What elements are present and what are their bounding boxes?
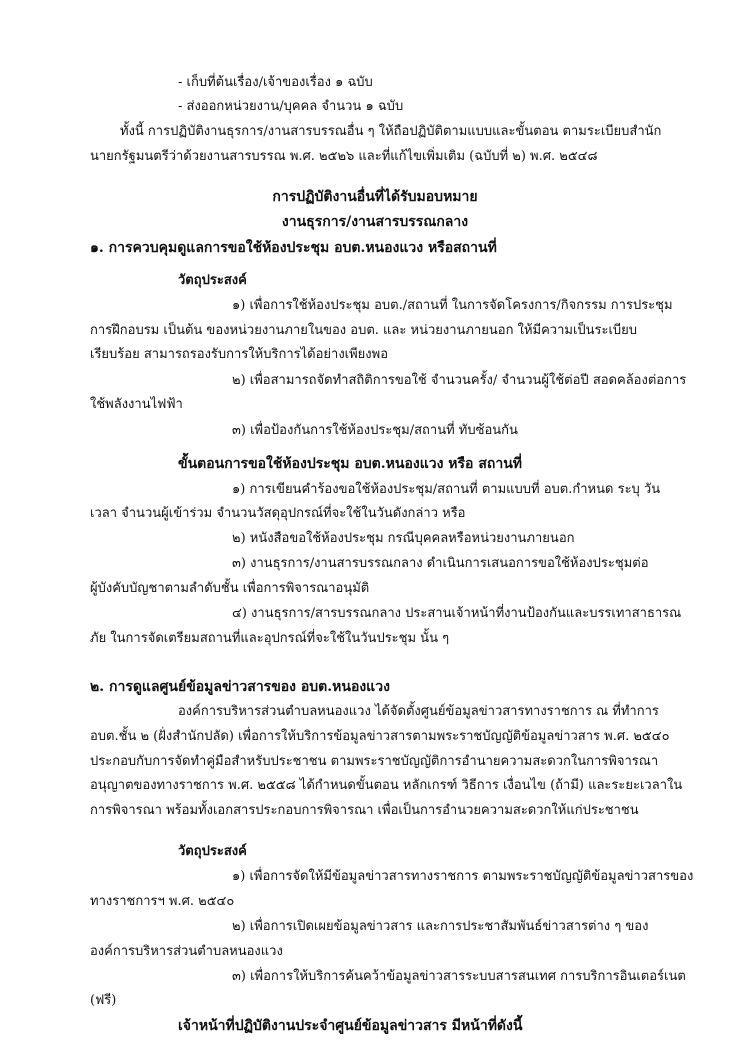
s1-objective-1-line-2: การฝึกอบรม เป็นต้น ของหน่วยงานภายในของ อบต. และ หน่วยงานภายนอก ให้มีความเป็นระเบียบ	[90, 323, 638, 338]
s1-objective-2-line-1: ๒) เพื่อสามารถจัดทำสถิติการขอใช้ จำนวนครั้ง/ จำนวนผู้ใช้ต่อปี สอดคล้องต่อการ	[232, 373, 687, 388]
s2-para-line-5: การพิจารณา พร้อมทั้งเอกสารประกอบการพิจารณา เพื่อเป็นการอำนวยความสะดวกให้แก่ประชาชน	[90, 803, 639, 818]
section-title: การปฏิบัติงานอื่นที่ได้รับมอบหมาย	[272, 189, 478, 205]
s2-objective-heading: วัตถุประสงค์	[178, 844, 247, 859]
s1-step-3-line-2: ผู้บังคับบัญชาตามลำดับชั้น เพื่อการพิจารณาอนุมัติ	[90, 581, 370, 596]
s2-para-line-3: ประกอบกับการจัดทำคู่มือสำหรับประชาชน ตามพระราชบัญญัติการอำนายความสะดวกในการพิจารณา	[90, 754, 659, 769]
intro-line-2: - ส่งออกหน่วยงาน/บุคคล จำนวน ๑ ฉบับ	[178, 99, 404, 114]
s1-step-2: ๒) หนังสือขอใช้ห้องประชุม กรณีบุคคลหรือหน่วยงานภายนอก	[232, 531, 575, 546]
s2-objective-1-line-1: ๑) เพื่อการจัดให้มีข้อมูลข่าวสารทางราชการ ตามพระราชบัญญัติข้อมูลข่าวสารของ	[232, 869, 694, 884]
s2-duty-heading: เจ้าหน้าที่ปฏิบัติงานประจำศูนย์ข้อมูลข่าวสาร มีหน้าที่ดังนี้	[178, 1018, 523, 1034]
s2-objective-3-line-1: ๓) เพื่อการให้บริการค้นคว้าข้อมูลข่าวสารระบบสารสนเทศ การบริการอินเตอร์เนต	[232, 969, 686, 984]
section-1-heading: ๑. การควบคุมดูแลการขอใช้ห้องประชุม อบต.หนองแวง หรือสถานที่	[90, 240, 497, 256]
s1-objective-1-line-1: ๑) เพื่อการใช้ห้องประชุม อบต./สถานที่ ในการจัดโครงการ/กิจกรรม การประชุม	[232, 298, 673, 313]
s2-para-line-2: อบต.ชั้น ๒ (ฝั่งสำนักปลัด) เพื่อการให้บริการข้อมูลข่าวสารตามพระราชบัญญัติข้อมูลข่าวสาร พ.ศ. ๒๕๔๐	[90, 729, 670, 744]
s1-step-4-line-1: ๔) งานธุรการ/สารบรรณกลาง ประสานเจ้าหน้าที่งานป้องกันและบรรเทาสาธารณ	[232, 606, 682, 621]
s1-objective-1-line-3: เรียบร้อย สามารถรองรับการให้บริการได้อย่างเพียงพอ	[90, 347, 389, 362]
intro-line-3: ทั้งนี้ การปฏิบัติงานธุรการ/งานสารบรรณอื่น ๆ ให้ถือปฏิบัติตามแบบและขั้นตอน ตามระเบียบสำนัก	[120, 124, 662, 139]
s1-step-1-line-2: เวลา จำนวนผู้เข้าร่วม จำนวนวัสดุอุปกรณ์ที่จะใช้ในวันดังกล่าว หรือ	[90, 506, 466, 521]
s2-objective-2-line-2: องค์การบริหารส่วนตำบลหนองแวง	[90, 944, 283, 959]
section-subtitle: งานธุรการ/งานสารบรรณกลาง	[281, 214, 469, 230]
s2-objective-1-line-2: ทางราชการฯ พ.ศ. ๒๕๔๐	[90, 894, 235, 909]
s2-objective-3-line-2: (ฟรี)	[90, 993, 117, 1008]
intro-line-4: นายกรัฐมนตรีว่าด้วยงานสารบรรณ พ.ศ. ๒๕๒๖ และที่แก้ไขเพิ่มเติม (ฉบับที่ ๒) พ.ศ. ๒๕๔๘	[90, 149, 598, 164]
s1-objective-3: ๓) เพื่อป้องกันการใช้ห้องประชุม/สถานที่ ทับซ้อนกัน	[232, 423, 518, 438]
s2-para-line-4: อนุญาตของทางราชการ พ.ศ. ๒๕๕๘ ได้กำหนดขั้นตอน หลักเกรฑ์ วิธีการ เงื่อนไข (ถ้ามี) และระยะเวลาใน	[90, 778, 683, 793]
s2-objective-2-line-1: ๒) เพื่อการเปิดเผยข้อมูลข่าวสาร และการประชาสัมพันธ์ข่าวสารต่าง ๆ ของ	[232, 919, 649, 934]
s1-step-1-line-1: ๑) การเขียนคำร้องขอใช้ห้องประชุม/สถานที่ ตามแบบที่ อบต.กำหนด ระบุ วัน	[232, 482, 661, 497]
s1-objective-2-line-2: ใช้พลังงานไฟฟ้า	[90, 397, 183, 412]
section-2-heading: ๒. การดูแลศูนย์ข้อมูลข่าวสารของ อบต.หนองแวง	[90, 679, 390, 695]
s1-steps-heading: ขั้นตอนการขอใช้ห้องประชุม อบต.หนองแวง หรือ สถานที่	[178, 456, 522, 472]
s1-step-3-line-1: ๓) งานธุรการ/งานสารบรรณกลาง ดำเนินการเสนอการขอใช้ห้องประชุมต่อ	[232, 556, 649, 571]
intro-line-1: - เก็บที่ต้นเรื่อง/เจ้าของเรื่อง ๑ ฉบับ	[178, 75, 373, 90]
s2-para-line-1: องค์การบริหารส่วนตำบลหนองแวง ได้จัดตั้งศูนย์ข้อมูลข่าวสารทางราชการ ณ ที่ทำการ	[178, 704, 659, 719]
s1-objective-heading: วัตถุประสงค์	[178, 273, 247, 288]
s1-step-4-line-2: ภัย ในการจัดเตรียมสถานที่และอุปกรณ์ที่จะใช้ในวันประชุม นั้น ๆ	[90, 631, 450, 646]
